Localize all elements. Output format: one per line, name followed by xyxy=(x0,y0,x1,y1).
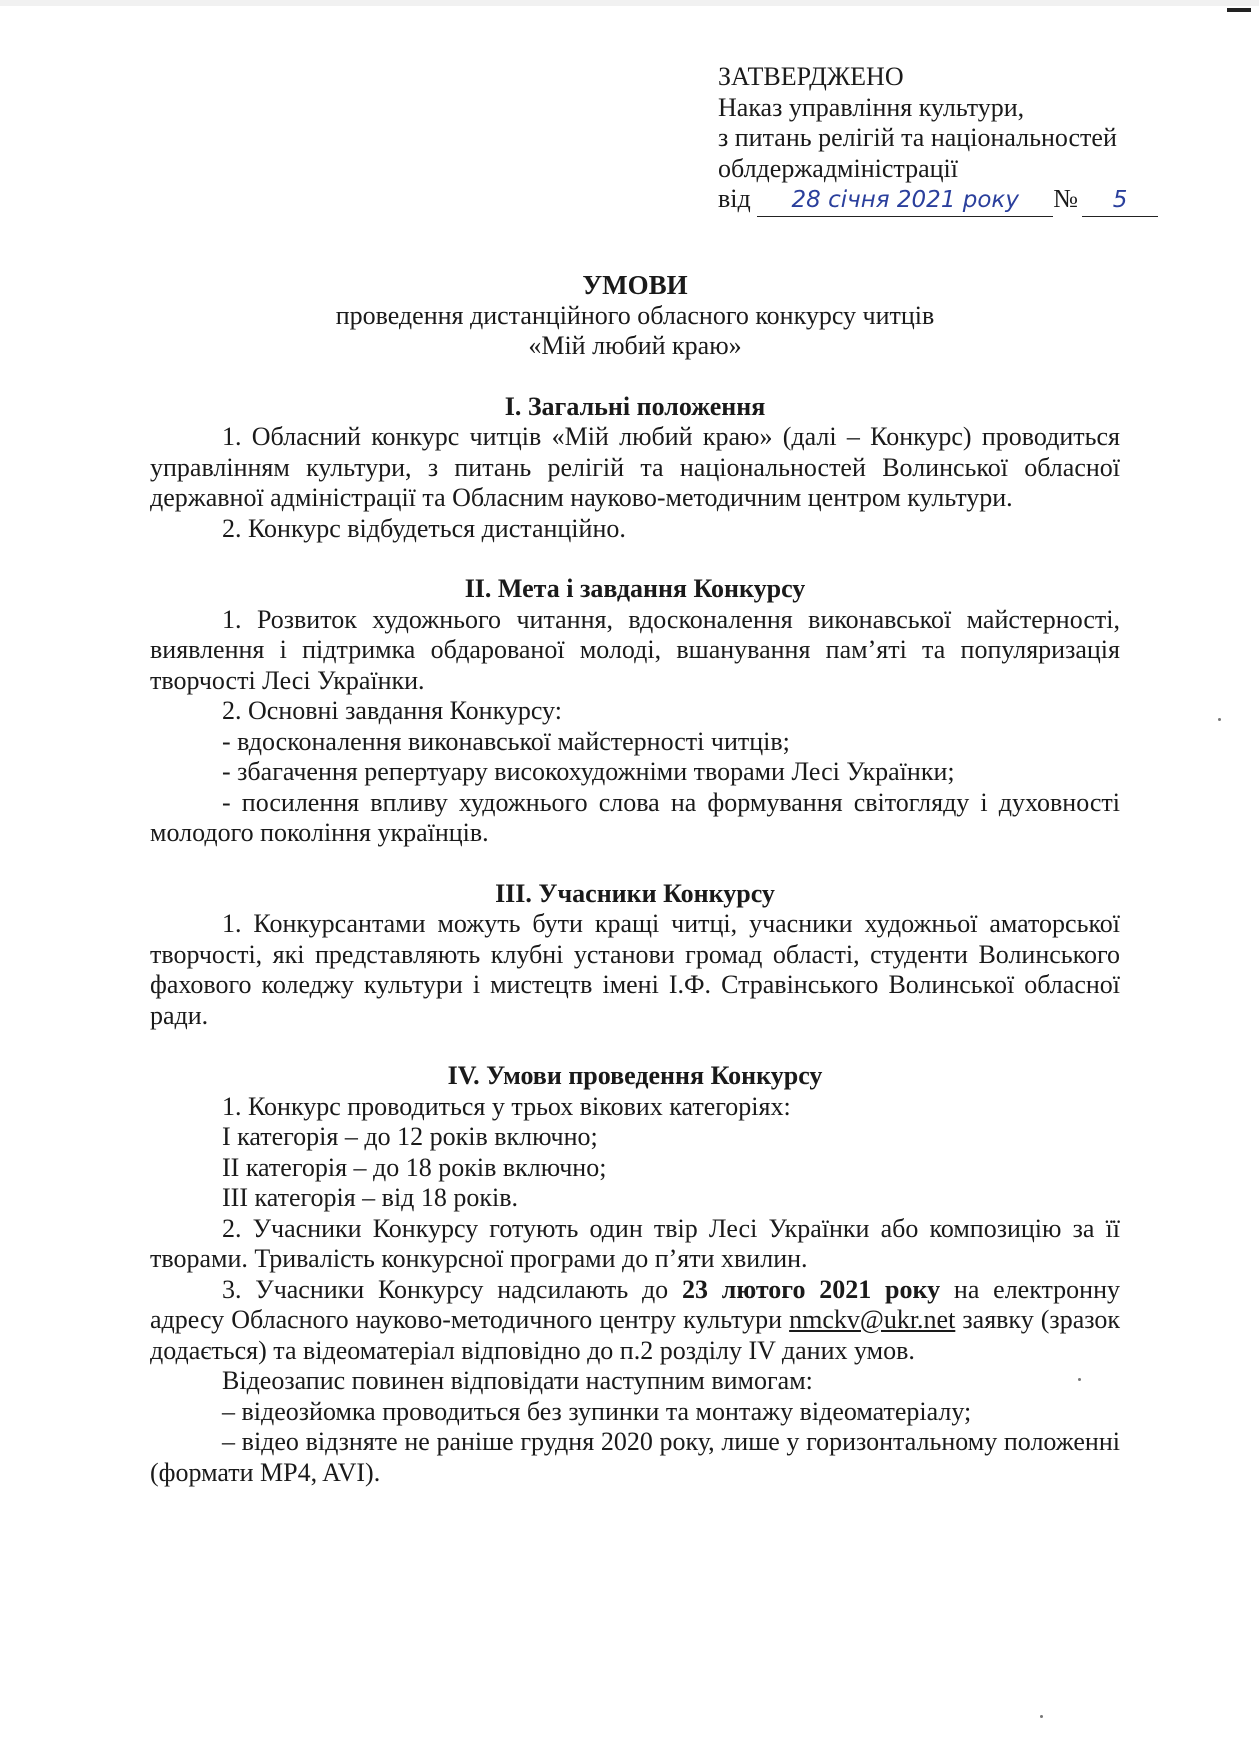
scan-edge xyxy=(0,0,1259,6)
p3-text-b: на електронну адресу Обласного науково-методичного центру культури xyxy=(150,1274,1121,1334)
date-field xyxy=(757,184,1053,217)
p3-text-a: 3. Учасники Конкурсу надсилають до xyxy=(222,1274,682,1304)
section-4-p3 xyxy=(150,1275,1120,1367)
approval-order: Наказ управління культури, xyxy=(718,92,1025,122)
section-3-heading: ІІІ. Учасники Конкурсу xyxy=(495,878,775,908)
section-4-p2: 2. Учасники Конкурсу готують один твір Лесі Українки або композицію за її творами. Тривалість конкурсної програми до п’яти хвилин. xyxy=(150,1213,1120,1273)
scan-mark xyxy=(1227,8,1251,12)
approval-date-line xyxy=(718,184,1218,217)
approval-dept: з питань релігій та національностей xyxy=(718,123,1117,152)
handwritten-date: 28 січня 2021 року xyxy=(791,187,1019,213)
scan-speck xyxy=(1078,1378,1081,1381)
number-prefix: № xyxy=(1053,184,1079,213)
section-1-p1: 1. Обласний конкурс читців «Мій любий краю» (далі – Конкурс) проводиться управлінням культури, з питань релігій та національностей Волинської обласної державної адміністрації та Обласним науково-методичним центром культури. xyxy=(150,422,1120,512)
section-4-p4: Відеозапис повинен відповідати наступним вимогам: xyxy=(222,1366,813,1395)
section-4-heading: IV. Умови проведення Конкурсу xyxy=(447,1061,823,1090)
scan-speck xyxy=(1218,718,1221,721)
handwritten-number: 5 xyxy=(1112,187,1128,213)
section-1-p2: 2. Конкурс відбудеться дистанційно. xyxy=(222,513,626,543)
category-2: ІІ категорія – до 18 років включно; xyxy=(222,1152,607,1182)
p3-text-c: заявку (зразок додається) та відеоматеріал відповідно до п.2 розділу IV даних умов. xyxy=(150,1305,1120,1365)
deadline-date: 23 лютого 2021 року xyxy=(681,1274,941,1304)
video-req-2: – відео відзняте не раніше грудня 2020 року, лише у горизонтальному положенні (формати MP4, AVI). xyxy=(150,1427,1120,1487)
date-prefix: від xyxy=(718,184,751,213)
approval-title: ЗАТВЕРДЖЕНО xyxy=(718,62,904,91)
section-2-bullet-1: - вдосконалення виконавської майстерності читців; xyxy=(222,726,790,756)
section-2-p2: 2. Основні завдання Конкурсу: xyxy=(222,696,562,725)
document-body xyxy=(150,270,1120,1488)
section-2-bullet-2: - збагачення репертуару високохудожніми творами Лесі Українки; xyxy=(222,757,955,786)
section-2-bullet-3: - посилення впливу художнього слова на формування світогляду і духовності молодого покоління українців. xyxy=(150,787,1120,847)
scan-speck xyxy=(1040,1715,1043,1718)
doc-subtitle-1: проведення дистанційного обласного конкурсу читців xyxy=(335,300,935,330)
category-3: ІІІ категорія – від 18 років. xyxy=(222,1183,519,1212)
approval-admin: облдержадміністрації xyxy=(718,153,958,183)
doc-subtitle-2: «Мій любий краю» xyxy=(528,331,742,360)
section-4-p1: 1. Конкурс проводиться у трьох вікових категоріях: xyxy=(222,1091,791,1121)
section-1-heading: І. Загальні положення xyxy=(504,391,766,421)
number-field xyxy=(1082,184,1158,217)
email-link[interactable]: nmckv@ukr.net xyxy=(789,1305,956,1334)
category-1: І категорія – до 12 років включно; xyxy=(222,1122,598,1151)
section-2-heading: ІІ. Мета і завдання Конкурсу xyxy=(464,574,806,603)
doc-title: УМОВИ xyxy=(582,270,688,300)
approval-block xyxy=(718,62,1218,217)
video-req-1: – відеозйомка проводиться без зупинки та монтажу відеоматеріалу; xyxy=(222,1396,972,1426)
section-3-p1: 1. Конкурсантами можуть бути кращі читці, учасники художньої аматорської творчості, які представляють клубні установи громад області, студенти Волинського фахового коледжу культури і мистецтв імені І.Ф. Стравінського Волинської обласної ради. xyxy=(150,909,1120,1030)
section-2-p1: 1. Розвиток художнього читання, вдосконалення виконавської майстерності, виявлення і підтримка обдарованої молоді, вшанування пам’яті та популяризація творчості Лесі Українки. xyxy=(150,604,1120,695)
